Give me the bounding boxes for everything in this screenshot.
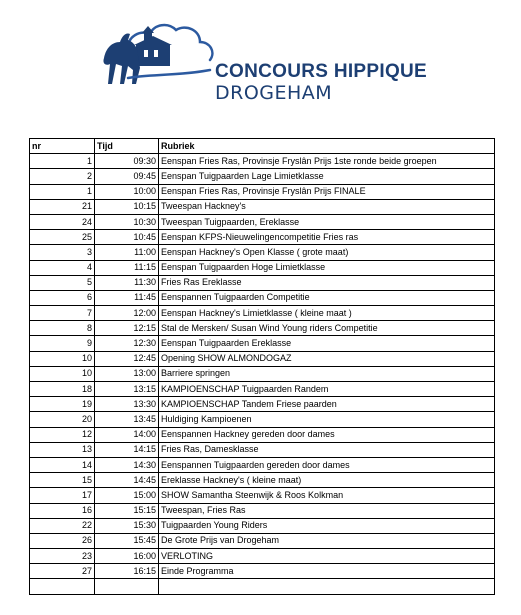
cell-tijd: 10:00 bbox=[95, 184, 159, 199]
logo-title: CONCOURS HIPPIQUE bbox=[215, 61, 428, 82]
cell-tijd: 14:45 bbox=[95, 473, 159, 488]
cell-rubriek: Fries Ras, Damesklasse bbox=[159, 442, 495, 457]
cell-tijd: 13:00 bbox=[95, 366, 159, 381]
cell-nr: 7 bbox=[30, 306, 95, 321]
cell-rubriek: Tweespan Tuigpaarden, Ereklasse bbox=[159, 214, 495, 229]
table-row bbox=[30, 336, 495, 351]
cell-tijd: 15:00 bbox=[95, 488, 159, 503]
cell-nr: 26 bbox=[30, 533, 95, 548]
logo-subtitle: DROGEHAM bbox=[215, 82, 333, 104]
cell-tijd: 10:45 bbox=[95, 230, 159, 245]
cell-tijd: 16:00 bbox=[95, 549, 159, 564]
cell-rubriek: Stal de Mersken/ Susan Wind Young riders Competitie bbox=[159, 321, 495, 336]
cell-tijd: 09:45 bbox=[95, 169, 159, 184]
table-row bbox=[30, 533, 495, 548]
cell-tijd: 11:00 bbox=[95, 245, 159, 260]
table-row bbox=[30, 199, 495, 214]
cell-rubriek: VERLOTING bbox=[159, 549, 495, 564]
table-row bbox=[30, 457, 495, 472]
table-row bbox=[30, 245, 495, 260]
table-row bbox=[30, 306, 495, 321]
cell-tijd: 15:30 bbox=[95, 518, 159, 533]
cell-nr: 4 bbox=[30, 260, 95, 275]
cell-rubriek bbox=[159, 579, 495, 594]
cell-tijd: 11:45 bbox=[95, 290, 159, 305]
cell-tijd: 16:15 bbox=[95, 564, 159, 579]
cell-rubriek: Eenspan Fries Ras, Provinsje Fryslân Prijs FINALE bbox=[159, 184, 495, 199]
table-row bbox=[30, 214, 495, 229]
cell-rubriek: Eenspannen Tuigpaarden gereden door dames bbox=[159, 457, 495, 472]
cell-rubriek: Einde Programma bbox=[159, 564, 495, 579]
table-row bbox=[30, 549, 495, 564]
cell-tijd bbox=[95, 579, 159, 594]
cell-rubriek: Tuigpaarden Young Riders bbox=[159, 518, 495, 533]
table-row bbox=[30, 442, 495, 457]
cell-nr: 5 bbox=[30, 275, 95, 290]
cell-nr: 17 bbox=[30, 488, 95, 503]
cell-tijd: 09:30 bbox=[95, 154, 159, 169]
schedule-table bbox=[29, 138, 495, 595]
horse-church-icon bbox=[98, 18, 216, 88]
cell-rubriek: Eenspannen Hackney gereden door dames bbox=[159, 427, 495, 442]
cell-rubriek: Eenspan Fries Ras, Provinsje Fryslân Prijs 1ste ronde beide groepen bbox=[159, 154, 495, 169]
cell-rubriek: Eenspannen Tuigpaarden Competitie bbox=[159, 290, 495, 305]
cell-rubriek: Eenspan Tuigpaarden Lage Limietklasse bbox=[159, 169, 495, 184]
cell-nr: 3 bbox=[30, 245, 95, 260]
cell-nr: 12 bbox=[30, 427, 95, 442]
cell-nr: 8 bbox=[30, 321, 95, 336]
table-row bbox=[30, 518, 495, 533]
cell-nr: 2 bbox=[30, 169, 95, 184]
table-row bbox=[30, 260, 495, 275]
table-row bbox=[30, 154, 495, 169]
cell-rubriek: Huldiging Kampioenen bbox=[159, 412, 495, 427]
cell-tijd: 12:00 bbox=[95, 306, 159, 321]
cell-nr: 24 bbox=[30, 214, 95, 229]
cell-tijd: 14:30 bbox=[95, 457, 159, 472]
cell-nr: 18 bbox=[30, 382, 95, 397]
cell-tijd: 15:15 bbox=[95, 503, 159, 518]
cell-rubriek: Tweespan, Fries Ras bbox=[159, 503, 495, 518]
table-row bbox=[30, 412, 495, 427]
cell-rubriek: Eenspan Tuigpaarden Hoge Limietklasse bbox=[159, 260, 495, 275]
cell-rubriek: Opening SHOW ALMONDOGAZ bbox=[159, 351, 495, 366]
cell-nr: 15 bbox=[30, 473, 95, 488]
logo bbox=[98, 18, 428, 118]
cell-nr: 21 bbox=[30, 199, 95, 214]
table-row bbox=[30, 169, 495, 184]
cell-tijd: 12:30 bbox=[95, 336, 159, 351]
cell-tijd: 11:30 bbox=[95, 275, 159, 290]
cell-tijd: 13:15 bbox=[95, 382, 159, 397]
cell-rubriek: De Grote Prijs van Drogeham bbox=[159, 533, 495, 548]
table-row bbox=[30, 382, 495, 397]
cell-tijd: 13:30 bbox=[95, 397, 159, 412]
table-row bbox=[30, 321, 495, 336]
cell-tijd: 15:45 bbox=[95, 533, 159, 548]
table-row bbox=[30, 184, 495, 199]
cell-nr: 23 bbox=[30, 549, 95, 564]
cell-rubriek: KAMPIOENSCHAP Tuigpaarden Randem bbox=[159, 382, 495, 397]
cell-nr: 1 bbox=[30, 154, 95, 169]
header-tijd: Tijd bbox=[95, 139, 159, 154]
cell-tijd: 13:45 bbox=[95, 412, 159, 427]
table-row bbox=[30, 366, 495, 381]
table-row bbox=[30, 275, 495, 290]
cell-rubriek: Tweespan Hackney's bbox=[159, 199, 495, 214]
cell-rubriek: Eenspan Tuigpaarden Ereklasse bbox=[159, 336, 495, 351]
cell-tijd: 12:45 bbox=[95, 351, 159, 366]
cell-rubriek: KAMPIOENSCHAP Tandem Friese paarden bbox=[159, 397, 495, 412]
cell-rubriek: Eenspan KFPS-Nieuwelingencompetitie Fries ras bbox=[159, 230, 495, 245]
cell-nr: 22 bbox=[30, 518, 95, 533]
cell-rubriek: Ereklasse Hackney's ( kleine maat) bbox=[159, 473, 495, 488]
cell-tijd: 11:15 bbox=[95, 260, 159, 275]
table-row bbox=[30, 473, 495, 488]
cell-nr: 6 bbox=[30, 290, 95, 305]
cell-rubriek: Eenspan Hackney's Limietklasse ( kleine maat ) bbox=[159, 306, 495, 321]
header-rubriek: Rubriek bbox=[159, 139, 495, 154]
cell-nr: 13 bbox=[30, 442, 95, 457]
table-row bbox=[30, 579, 495, 594]
cell-rubriek: SHOW Samantha Steenwijk & Roos Kolkman bbox=[159, 488, 495, 503]
table-header-row bbox=[30, 139, 495, 154]
cell-rubriek: Barriere springen bbox=[159, 366, 495, 381]
cell-nr: 20 bbox=[30, 412, 95, 427]
cell-nr: 9 bbox=[30, 336, 95, 351]
cell-rubriek: Fries Ras Ereklasse bbox=[159, 275, 495, 290]
cell-nr: 10 bbox=[30, 351, 95, 366]
header-nr: nr bbox=[30, 139, 95, 154]
cell-tijd: 10:15 bbox=[95, 199, 159, 214]
table-row bbox=[30, 230, 495, 245]
cell-nr: 25 bbox=[30, 230, 95, 245]
table-row bbox=[30, 397, 495, 412]
table-row bbox=[30, 351, 495, 366]
table-row bbox=[30, 564, 495, 579]
cell-nr: 16 bbox=[30, 503, 95, 518]
schedule-body bbox=[30, 154, 495, 594]
cell-nr: 27 bbox=[30, 564, 95, 579]
cell-tijd: 14:00 bbox=[95, 427, 159, 442]
cell-tijd: 12:15 bbox=[95, 321, 159, 336]
cell-tijd: 14:15 bbox=[95, 442, 159, 457]
table-row bbox=[30, 427, 495, 442]
cell-tijd: 10:30 bbox=[95, 214, 159, 229]
table-row bbox=[30, 488, 495, 503]
table-row bbox=[30, 503, 495, 518]
cell-nr bbox=[30, 579, 95, 594]
cell-rubriek: Eenspan Hackney's Open Klasse ( grote maat) bbox=[159, 245, 495, 260]
cell-nr: 19 bbox=[30, 397, 95, 412]
cell-nr: 10 bbox=[30, 366, 95, 381]
cell-nr: 1 bbox=[30, 184, 95, 199]
table-row bbox=[30, 290, 495, 305]
cell-nr: 14 bbox=[30, 457, 95, 472]
